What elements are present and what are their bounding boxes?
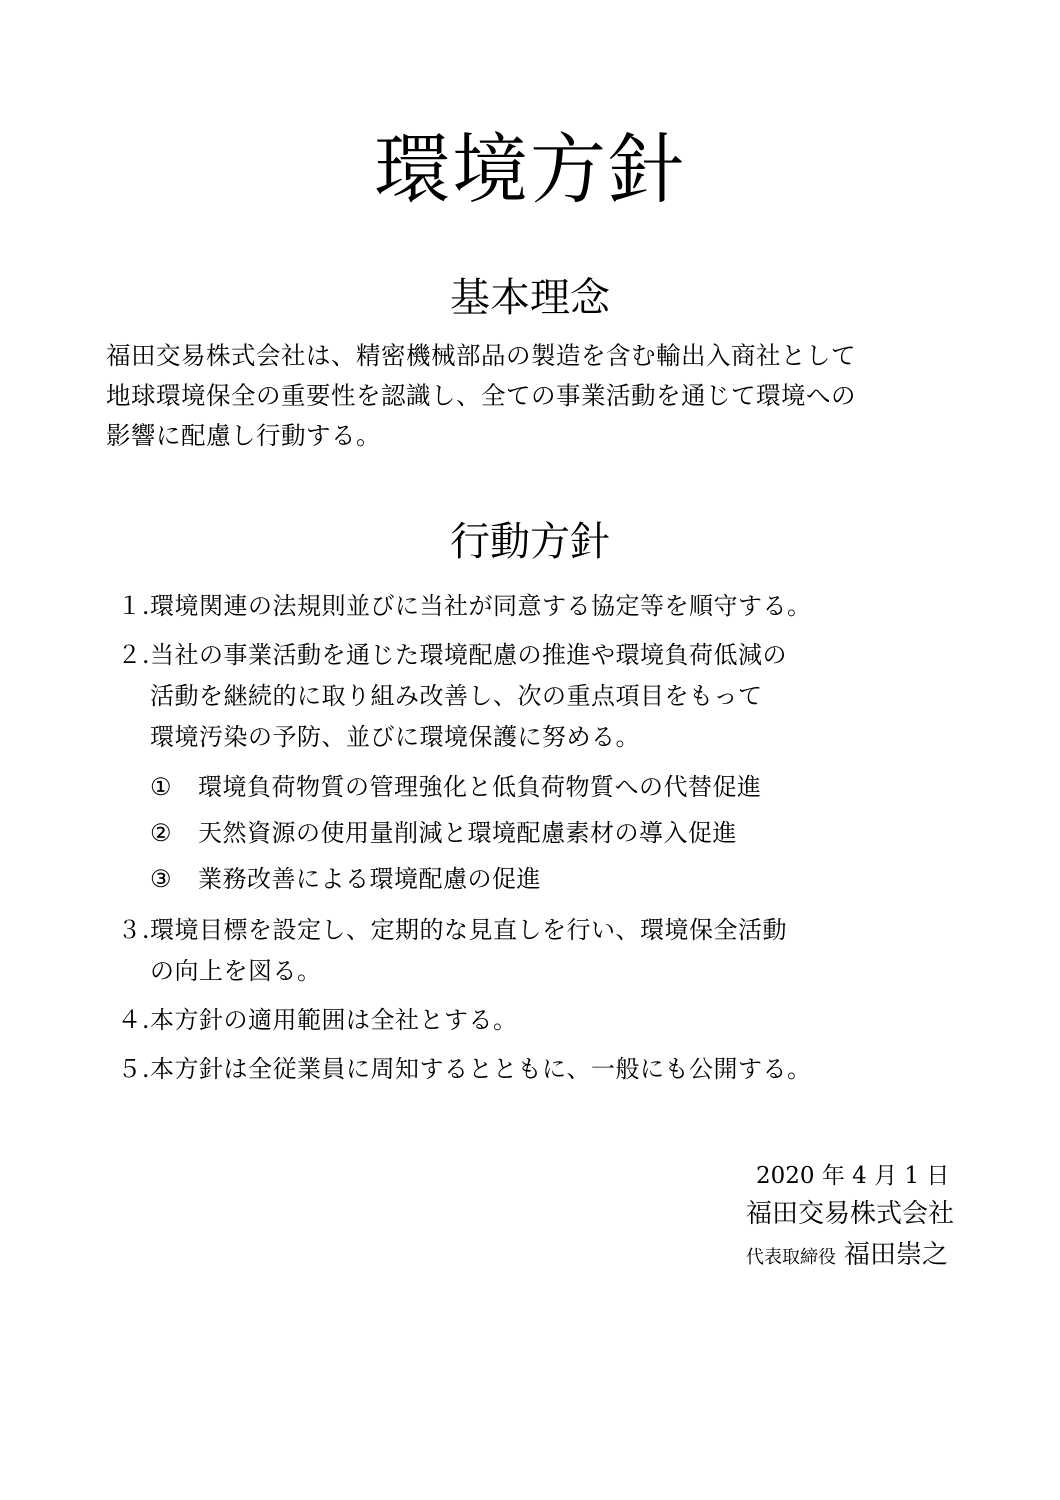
signature-block [746,1158,954,1279]
policy-item-4 [106,1000,986,1041]
philosophy-line: 影響に配慮し行動する。 [106,421,381,450]
priority-item-3 [150,856,986,902]
policy-line: の向上を図る。 [150,957,322,985]
policy-line: 環境目標を設定し、定期的な見直しを行い、環境保全活動 [150,916,787,944]
issue-date: 2020 年 4 月 1 日 [755,1163,950,1189]
document-title: 環境方針 [374,125,686,214]
policy-line: 本方針の適用範囲は全社とする。 [150,1006,518,1034]
policy-number: ２. [117,641,150,669]
priority-text: 天然資源の使用量削減と環境配慮素材の導入促進 [198,819,737,847]
priority-text: 業務改善による環境配慮の促進 [198,865,541,893]
company-name: 福田交易株式会社 [745,1199,954,1229]
priority-marker: ② [150,819,173,847]
priority-items [150,764,986,902]
representative-name: 福田崇之 [843,1240,948,1270]
policy-number: ４. [117,1006,150,1034]
policy-item-1 [106,586,986,627]
priority-item-2 [150,810,986,856]
action-policy-list [106,586,986,1098]
priority-marker: ① [150,773,173,801]
basic-philosophy-text [106,336,986,456]
philosophy-line: 地球環境保全の重要性を認識し、全ての事業活動を通じて環境への [106,381,856,410]
representative [746,1234,954,1279]
basic-philosophy-heading: 基本理念 [450,275,610,321]
priority-item-1 [150,764,986,810]
policy-number: １. [117,592,150,620]
policy-item-2 [106,635,986,902]
policy-number: ３. [117,916,150,944]
policy-line: 活動を継続的に取り組み改善し、次の重点項目をもって [150,682,763,710]
action-policy-heading: 行動方針 [450,519,610,565]
policy-line: 本方針は全従業員に周知するとともに、一般にも公開する。 [150,1055,812,1083]
philosophy-line: 福田交易株式会社は、精密機械部品の製造を含む輸出入商社として [106,341,856,370]
priority-text: 環境負荷物質の管理強化と低負荷物質への代替促進 [198,773,762,801]
representative-title: 代表取締役 [745,1247,836,1268]
priority-marker: ③ [150,865,173,893]
policy-item-3 [106,910,986,992]
policy-line: 当社の事業活動を通じた環境配慮の推進や環境負荷低減の [150,641,787,669]
policy-item-5 [106,1049,986,1090]
policy-line: 環境汚染の予防、並びに環境保護に努める。 [150,723,640,751]
policy-line: 環境関連の法規則並びに当社が同意する協定等を順守する。 [150,592,812,620]
policy-number: ５. [117,1055,150,1083]
